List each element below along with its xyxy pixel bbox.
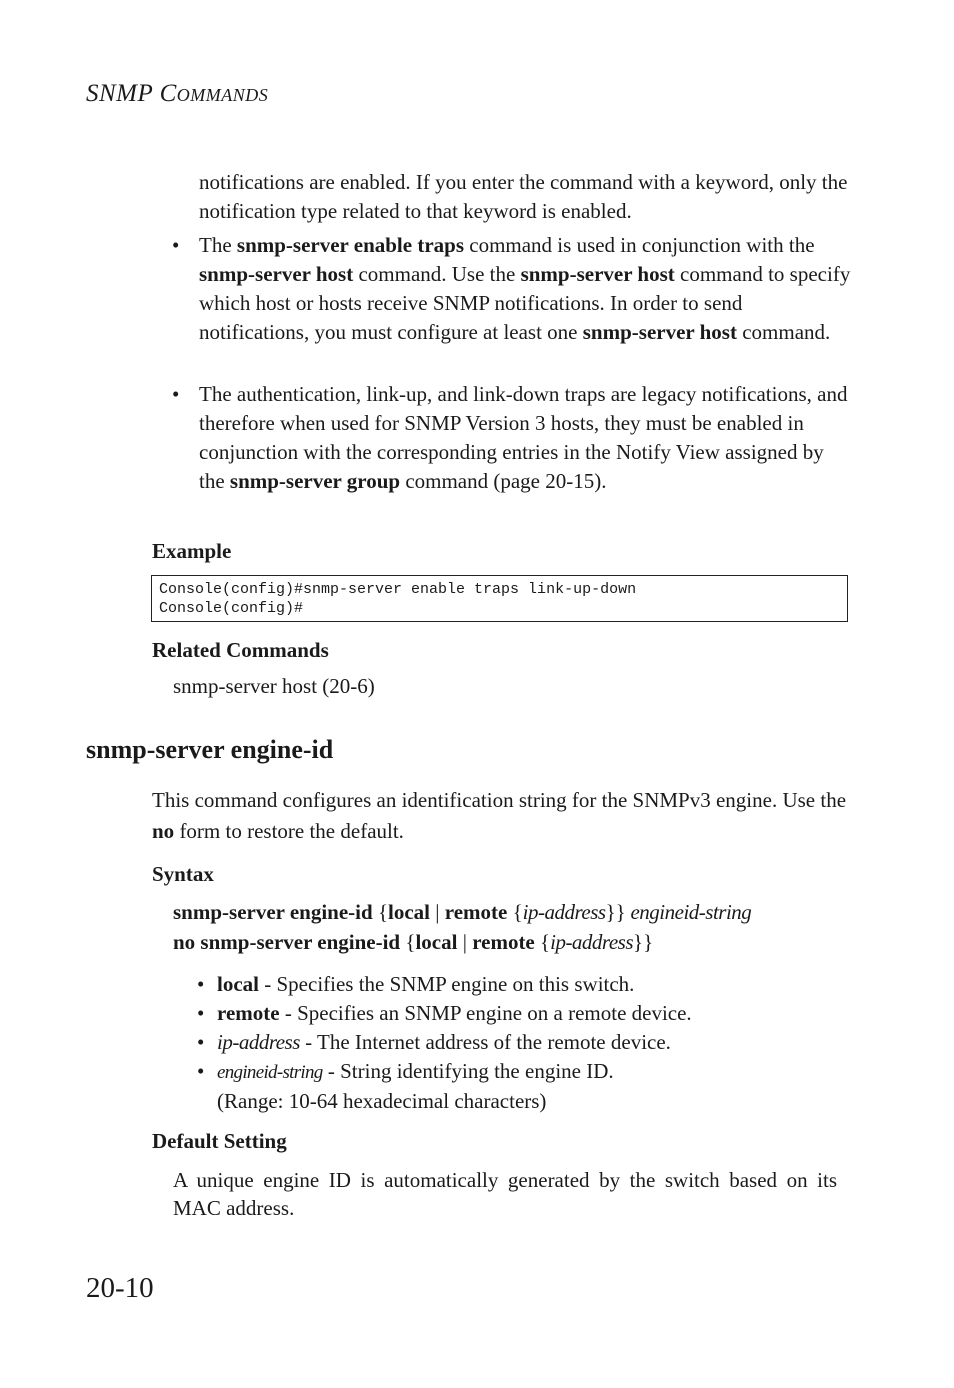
parameter-term: engineid-string <box>217 1062 323 1083</box>
command-ref: snmp-server host <box>520 262 675 286</box>
parameter-term: ip-address <box>217 1030 300 1054</box>
parameter-list <box>197 970 847 1116</box>
syntax-line: no snmp-server engine-id {local | remote {ip-address}} <box>173 930 654 954</box>
parameter-item: • remote - Specifies an SNMP engine on a remote device. <box>197 1001 692 1025</box>
header-title-start: SNMP C <box>86 80 177 107</box>
header-title-smallcaps: OMMANDS <box>176 85 269 105</box>
parameter-item: • local - Specifies the SNMP engine on this switch. <box>197 972 635 996</box>
command-ref: snmp-server enable traps <box>236 233 464 257</box>
related-command-link[interactable]: snmp-server host (20-6) <box>173 674 375 698</box>
parameter-term: remote <box>217 1001 280 1025</box>
command-ref: snmp-server host <box>582 320 737 344</box>
intro-paragraph: notifications are enabled. If you enter the command with a keyword, only the notification type related to that keyword is enabled. <box>199 170 848 223</box>
default-setting-text: A unique engine ID is automatically generated by the switch based on its MAC address. <box>173 1168 837 1220</box>
command-ref: snmp-server host <box>199 262 354 286</box>
code-line: Console(config)# <box>159 600 304 617</box>
parameter-range: (Range: 10-64 hexadecimal characters) <box>217 1089 547 1113</box>
code-line: Console(config)#snmp-server enable traps link-up-down <box>159 581 637 598</box>
bullet-glyph: • <box>172 233 180 257</box>
section-title: snmp-server engine-id <box>86 735 334 764</box>
page-number: 20-10 <box>86 1272 154 1304</box>
section-description: This command configures an identification string for the SNMPv3 engine. Use the no form to restore the default. <box>152 788 847 843</box>
related-commands-heading: Related Commands <box>152 638 329 662</box>
syntax-line: snmp-server engine-id {local | remote {ip-address}} engineid-string <box>173 900 752 924</box>
syntax-heading: Syntax <box>152 862 214 886</box>
bullet-list-item: • The authentication, link-up, and link-down traps are legacy notifications, and therefore when used for SNMP Version 3 hosts, they must be enabled in conjunction with the corresponding entries in the Notify View assigned by the snmp-server group command (page 20-15). <box>172 382 848 493</box>
example-heading: Example <box>152 539 232 563</box>
default-setting-heading: Default Setting <box>152 1129 287 1153</box>
bullet-list-item: • The snmp-server enable traps command is used in conjunction with the snmp-server host command. Use the snmp-server host command to specify which host or hosts receive SNMP notifications. In order to send notifications, you must configure at least one snmp-server host command. <box>172 233 851 344</box>
bullet-glyph: • <box>172 382 180 406</box>
parameter-item: • ip-address - The Internet address of the remote device. <box>197 1030 671 1054</box>
syntax-block <box>173 897 751 957</box>
parameter-term: local <box>217 972 259 996</box>
parameter-item: • engineid-string - String identifying the engine ID. (Range: 10-64 hexadecimal characters) <box>197 1059 614 1113</box>
no-keyword: no <box>152 819 175 843</box>
code-example-box <box>151 575 848 622</box>
command-ref: snmp-server group <box>229 469 401 493</box>
running-header <box>86 80 268 108</box>
